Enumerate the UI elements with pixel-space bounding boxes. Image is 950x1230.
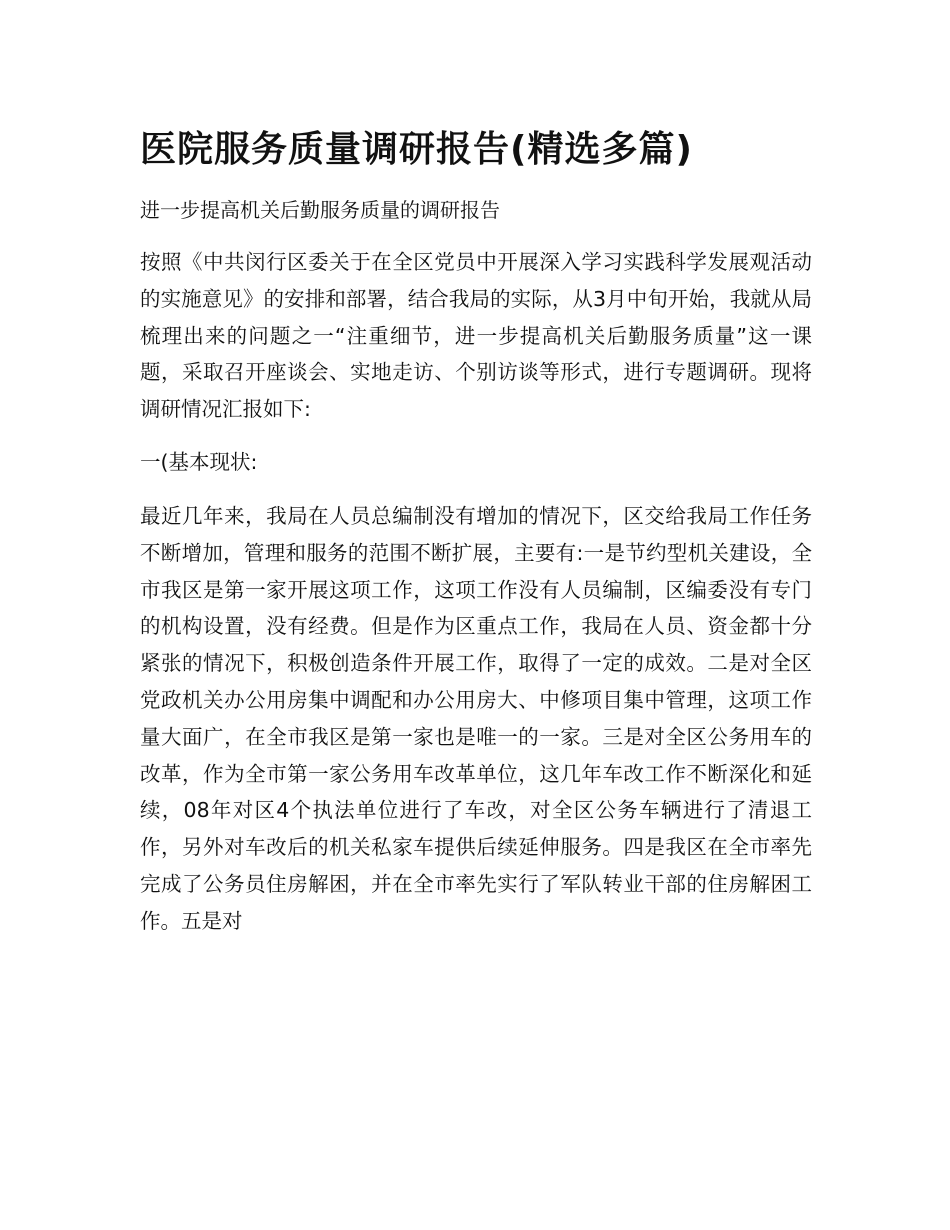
document-page: [140, 126, 812, 958]
document-title: 医院服务质量调研报告(精选多篇): [140, 129, 693, 170]
paragraph-status: 最近几年来，我局在人员总编制没有增加的情况下，区交给我局工作任务不断增加，管理和服务的范围不断扩展，主要有:一是节约型机关建设，全市我区是第一家开展这项工作，这项工作没有人员编制，区编委没有专门的机构设置，没有经费。但是作为区重点工作，我局在人员、资金都十分紧张的情况下，积极创造条件开展工作，取得了一定的成效。二是对全区党政机关办公用房集中调配和办公用房大、中修项目集中管理，这项工作量大面广，在全市我区是第一家也是唯一的一家。三是对全区公务用车的改革，作为全市第一家公务用车改革单位，这几年车改工作不断深化和延续，08年对区4个执法单位进行了车改，对全区公务车辆进行了清退工作，另外对车改后的机关私家车提供后续延伸服务。四是我区在全市率先完成了公务员住房解困，并在全市率先实行了军队转业干部的住房解困工作。五是对: [140, 503, 812, 933]
document-subtitle: 进一步提高机关后勤服务质量的调研报告: [140, 198, 500, 222]
section-heading: 一(基本现状:: [140, 449, 258, 474]
paragraph-intro: 按照《中共闵行区委关于在全区党员中开展深入学习实践科学发展观活动的实施意见》的安排和部署，结合我局的实际，从3月中旬开始，我就从局梳理出来的问题之一“注重细节，进一步提高机关后勤服务质量”这一课题，采取召开座谈会、实地走访、个别访谈等形式，进行专题调研。现将调研情况汇报如下:: [140, 250, 812, 422]
